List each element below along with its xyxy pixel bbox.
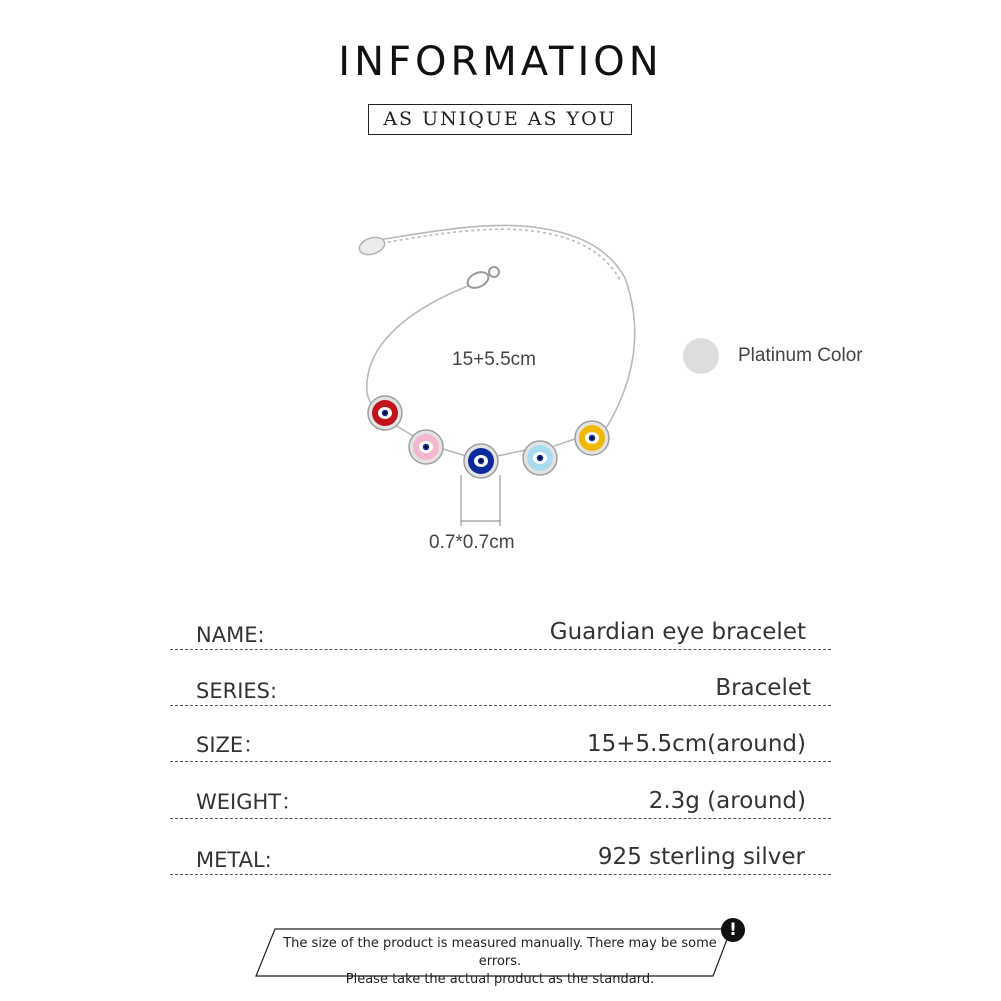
charm-yellow — [575, 421, 609, 455]
spec-row-metal — [170, 830, 831, 875]
bracelet-product-image — [340, 210, 660, 570]
spec-value: 15+5.5cm(around) — [587, 731, 806, 757]
charm-dimension-marker — [461, 475, 500, 526]
exclamation-icon: ! — [721, 918, 745, 942]
spec-label: WEIGHT： — [196, 790, 303, 814]
charm-light-blue — [523, 441, 557, 475]
spec-row-size — [170, 717, 831, 762]
platinum-color-swatch[interactable] — [683, 338, 719, 374]
disclaimer-text — [275, 935, 725, 989]
brand-tag — [357, 234, 387, 257]
charm-red — [368, 396, 402, 430]
charm-pink — [409, 430, 443, 464]
spec-row-name — [170, 605, 831, 650]
spec-label: NAME: — [196, 623, 265, 647]
spec-row-series — [170, 661, 831, 706]
disclaimer-line-1: The size of the product is measured manually. There may be some errors. — [283, 936, 717, 969]
charm-blue — [464, 444, 498, 478]
extender-chain — [378, 225, 625, 280]
spec-label: METAL: — [196, 848, 272, 872]
disclaimer-line-2: Please take the actual product as the standard. — [345, 972, 655, 987]
spec-label: SERIES: — [196, 679, 278, 703]
bracelet-length-label: 15+5.5cm — [452, 349, 536, 370]
spec-value: Guardian eye bracelet — [549, 619, 806, 645]
subtitle-tagline: AS UNIQUE AS YOU — [368, 104, 632, 135]
spec-label: SIZE： — [196, 733, 265, 757]
color-option-label: Platinum Color — [738, 345, 863, 366]
charm-size-label: 0.7*0.7cm — [429, 532, 515, 553]
spec-value: 2.3g (around) — [648, 788, 806, 814]
spec-value: 925 sterling silver — [597, 844, 805, 870]
lobster-clasp — [465, 267, 499, 291]
page-title: INFORMATION — [338, 39, 663, 85]
spec-value: Bracelet — [715, 675, 811, 701]
spec-row-weight — [170, 774, 831, 819]
